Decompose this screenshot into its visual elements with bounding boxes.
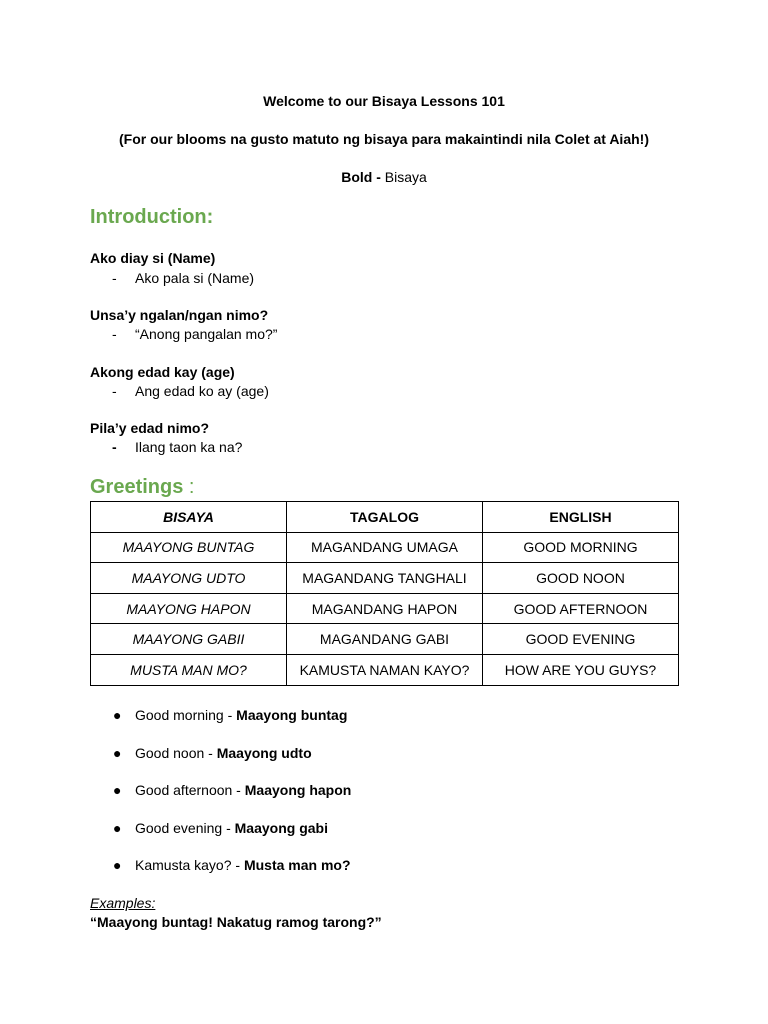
table-cell: MAAYONG HAPON [91, 593, 287, 624]
bullet-icon: ● [113, 707, 122, 723]
bullet-icon: ● [113, 744, 122, 761]
bullet-icon: ● [113, 819, 122, 836]
bisaya-phrase: Maayong buntag [236, 707, 348, 723]
table-cell: MUSTA MAN MO? [91, 654, 287, 685]
english-phrase: Good morning - [135, 707, 237, 723]
table-cell: MAAYONG GABII [91, 624, 287, 655]
table-cell: MAAYONG UDTO [91, 563, 287, 594]
english-phrase: Good afternoon - [135, 782, 245, 798]
greetings-heading-text: Greetings [90, 476, 184, 498]
table-cell: GOOD EVENING [483, 624, 679, 655]
list-item-text [135, 856, 351, 874]
list-item-text [135, 744, 312, 762]
dash-marker: - [112, 383, 117, 399]
table-row [91, 654, 679, 685]
legend-value: Bisaya [380, 169, 427, 185]
table-row [91, 532, 679, 563]
header-cell-english: ENGLISH [483, 502, 679, 533]
document-subtitle: (For our blooms na gusto matuto ng bisaya para makaintindi nila Colet at Aiah!) [119, 131, 649, 147]
header-cell-tagalog: TAGALOG [287, 502, 483, 533]
bisaya-phrase: Maayong udto [216, 744, 312, 761]
table-cell: HOW ARE YOU GUYS? [483, 654, 679, 685]
intro-question: Pila’y edad nimo? [90, 420, 210, 436]
bold-legend [0, 168, 768, 186]
intro-answer-text: Ako pala si (Name) [135, 270, 255, 286]
table-row [91, 563, 679, 594]
bisaya-phrase: Maayong gabi [234, 819, 328, 836]
document-title: Welcome to our Bisaya Lessons 101 [263, 93, 505, 109]
table-cell: MAGANDANG HAPON [287, 593, 483, 624]
table-cell: GOOD NOON [483, 563, 679, 594]
english-phrase: Good evening - [135, 819, 235, 836]
bullet-icon: ● [113, 782, 122, 798]
legend-bold-label: Bold - [341, 169, 381, 185]
table-row [91, 593, 679, 624]
english-phrase: Good noon - [135, 744, 217, 761]
greetings-heading-colon: : [183, 476, 195, 498]
table-cell: MAGANDANG TANGHALI [287, 563, 483, 594]
dash-marker: - [112, 326, 117, 342]
english-phrase: Kamusta kayo? - [135, 857, 244, 873]
table-cell: KAMUSTA NAMAN KAYO? [287, 654, 483, 685]
intro-answer-text: Ang edad ko ay (age) [135, 383, 269, 399]
intro-question: Akong edad kay (age) [90, 364, 235, 380]
intro-answer-text: Ilang taon ka na? [135, 439, 243, 455]
list-item-text [135, 781, 351, 799]
examples-label: Examples: [90, 895, 156, 911]
introduction-heading: Introduction: [90, 206, 214, 228]
list-item-text [135, 819, 328, 837]
list-item-text [135, 706, 347, 724]
greetings-table [90, 501, 679, 686]
bisaya-phrase: Maayong hapon [244, 782, 352, 798]
bisaya-phrase: Musta man mo? [243, 857, 351, 873]
table-header-row [91, 502, 679, 533]
table-cell: GOOD AFTERNOON [483, 593, 679, 624]
table-cell: GOOD MORNING [483, 532, 679, 563]
intro-question: Ako diay si (Name) [90, 250, 216, 266]
table-cell: MAGANDANG GABI [287, 624, 483, 655]
table-cell: MAGANDANG UMAGA [287, 532, 483, 563]
intro-question: Unsa’y ngalan/ngan nimo? [90, 307, 269, 323]
greetings-heading [90, 475, 194, 499]
header-cell-bisaya: BISAYA [91, 502, 287, 533]
table-row [91, 624, 679, 655]
table-cell: MAAYONG BUNTAG [91, 532, 287, 563]
example-sentence: “Maayong buntag! Nakatug ramog tarong?” [90, 914, 382, 930]
intro-answer-text: “Anong pangalan mo?” [135, 326, 278, 342]
dash-marker: - [112, 439, 117, 455]
dash-marker: - [112, 270, 117, 286]
bullet-icon: ● [113, 857, 122, 873]
